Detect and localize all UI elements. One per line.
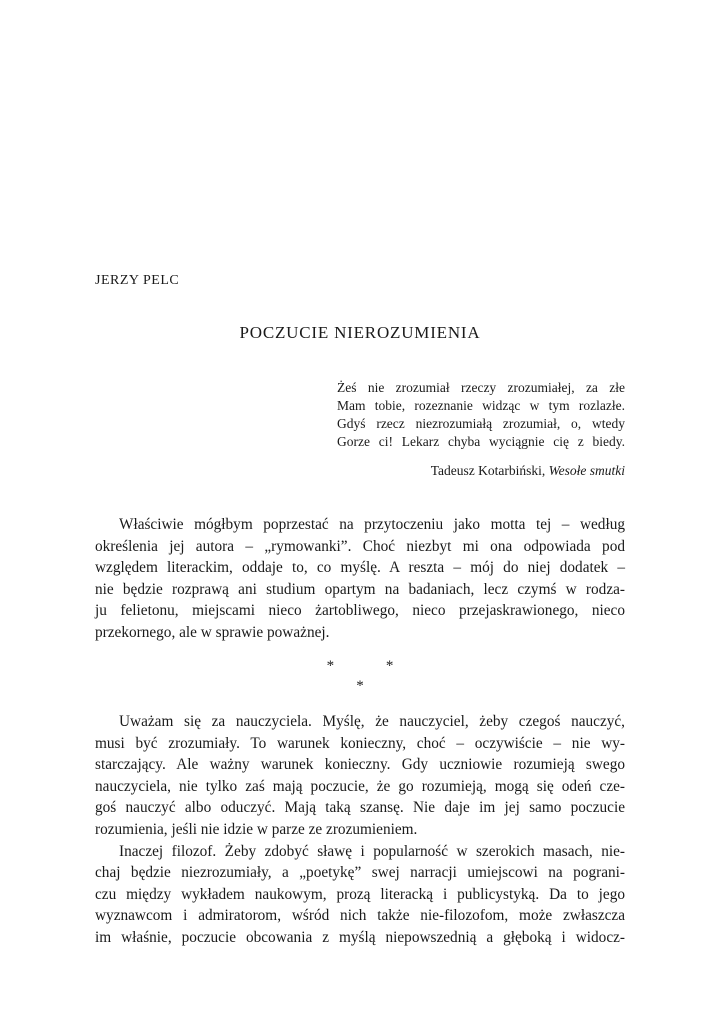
- paragraph-line: goś nauczyć albo oduczyć. Mają taką szansę. Nie daje im jej samo poczucie: [95, 799, 625, 817]
- paragraph-line: wyznawcom i admiratorom, wśród nich także nie-filozofom, może zwłaszcza: [95, 907, 625, 925]
- separator-row: *: [356, 678, 364, 694]
- paragraph-line: rozumienia, jeśli nie idzie w parze ze zrozumieniem.: [95, 820, 418, 838]
- motto-line: Gorze ci! Lekarz chyba wyciągnie cię z biedy.: [337, 434, 625, 449]
- motto-source: [337, 463, 625, 479]
- paragraph-line: nauczyciela, nie tylko zaś mają poczucie, że go rozumieją, mogą się odeń cze-: [95, 777, 625, 795]
- separator-row: * *: [326, 658, 418, 674]
- paragraph-line: musi być zrozumiały. To warunek konieczny, choć – oczywiście – nie wy-: [95, 734, 625, 752]
- motto-line: Żeś nie zrozumiał rzeczy zrozumiałej, za złe: [337, 380, 625, 395]
- paragraph-line: im właśnie, poczucie obcowania z myślą niepowszednią a głęboką i widocz-: [95, 928, 625, 946]
- author-name: JERZY PELC: [95, 273, 180, 288]
- paragraph-line: Uważam się za nauczyciela. Myślę, że nauczyciel, żeby czegoś nauczyć,: [119, 713, 625, 730]
- motto-source-author: Tadeusz Kotarbiński,: [430, 463, 546, 478]
- paragraph-line: nie będzie rozprawą ani studium opartym na badaniach, lecz czymś w rodza-: [95, 580, 625, 598]
- motto-line: Mam tobie, rozeznanie widząc w tym rozlazłe.: [337, 398, 625, 413]
- article-title: POCZUCIE NIEROZUMIENIA: [239, 323, 481, 342]
- paragraph-intro: [95, 514, 625, 644]
- paragraph-line: ju felietonu, miejscami nieco żartobliwego, nieco przejaskrawionego, nieco: [95, 602, 625, 620]
- paragraph-line: przekornego, ale w sprawie poważnej.: [95, 623, 330, 641]
- paragraph-line: chaj będzie niezrozumiały, a „poetykę” swej narracji umiejscowi na pograni-: [95, 864, 625, 882]
- paragraph-line: Właściwie mógłbym poprzestać na przytoczeniu jako motta tej – według: [119, 516, 625, 533]
- paragraph-line: określenia jej autora – „rymowanki”. Choć niezbyt mi ona odpowiada pod: [95, 537, 625, 555]
- paragraph-line: względem literackim, oddaje to, co myślę. A reszta – mój do niej dodatek –: [95, 559, 625, 577]
- paragraph-line: starczający. Ale ważny warunek konieczny. Gdy uczniowie rozumieją swego: [95, 756, 625, 774]
- motto-line: Gdyś rzecz niezrozumiałą zrozumiał, o, wtedy: [337, 416, 625, 431]
- paragraph-body: [95, 711, 625, 949]
- motto-epigraph: [337, 379, 625, 451]
- motto-source-title: Wesołe smutki: [548, 463, 625, 478]
- paragraph-line: czu między wykładem naukowym, prozą literacką i publicystyką. Da to jego: [95, 885, 625, 903]
- section-separator: [95, 656, 625, 696]
- paragraph-line: Inaczej filozof. Żeby zdobyć sławę i popularność w szerokich masach, nie-: [119, 842, 625, 860]
